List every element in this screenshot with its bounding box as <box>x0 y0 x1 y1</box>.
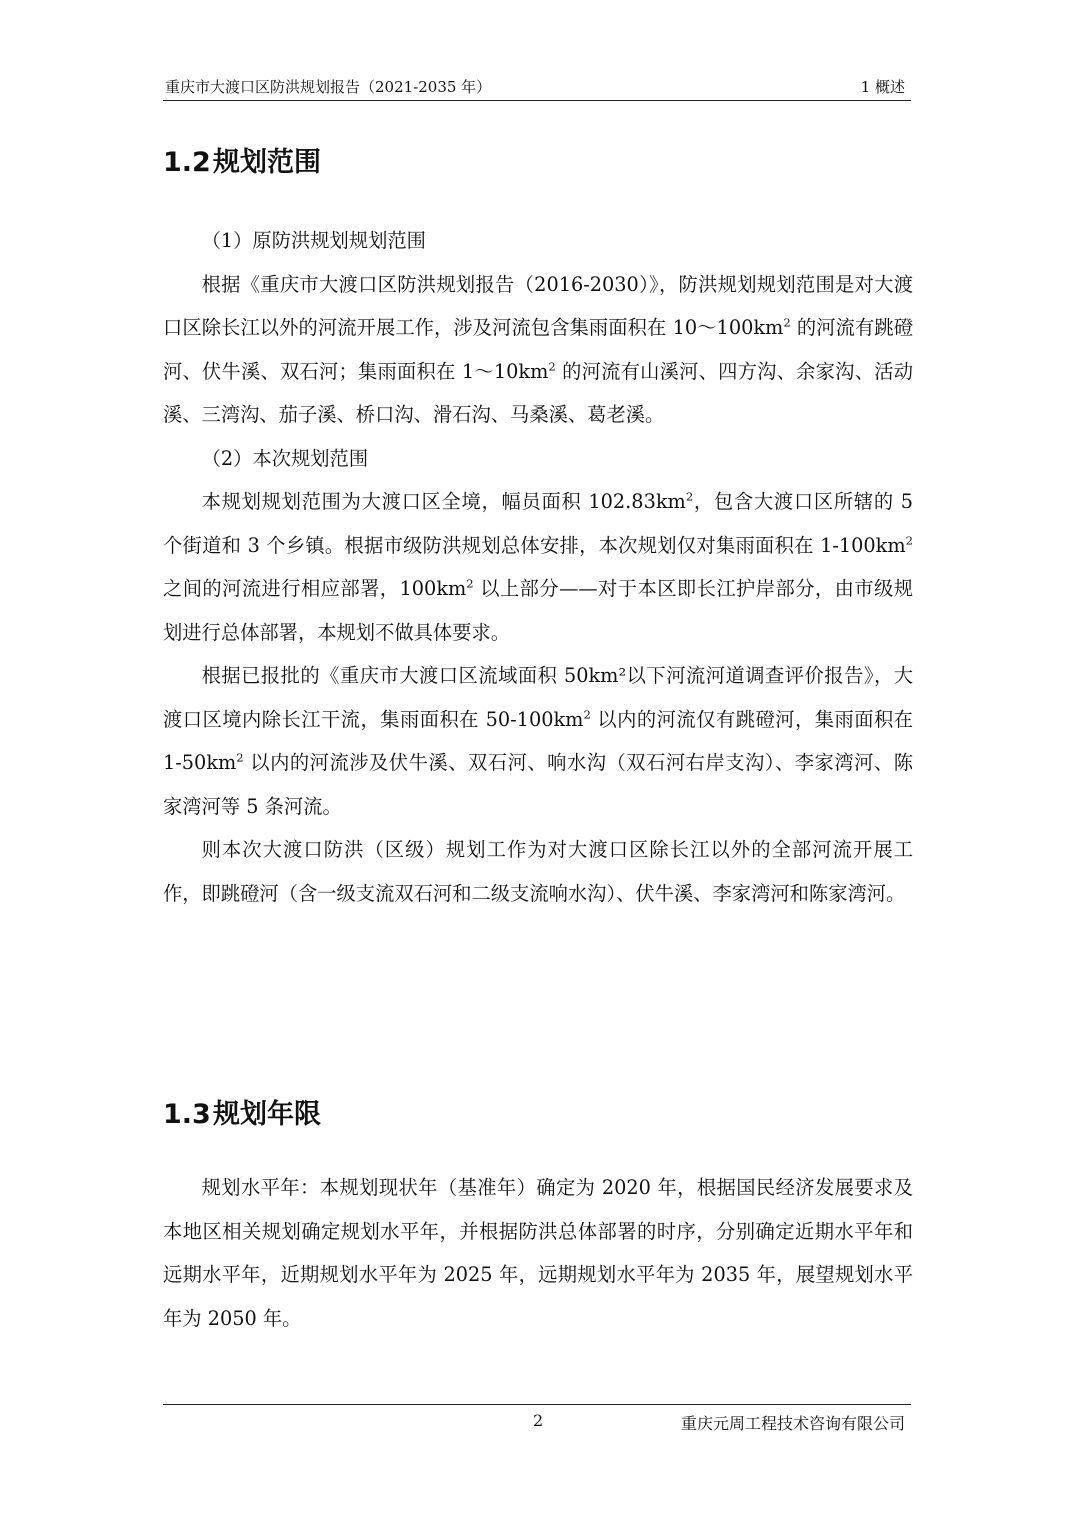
section-heading-1-2 <box>163 140 321 179</box>
paragraph: 本规划规划范围为大渡口区全境，幅员面积 $102.83km^2$，包含大渡口区所辖的 5 个街道和 3 个乡镇。根据市级防洪规划总体安排，本次规划仅对集雨面积在 $1-100km^2$ 之间的河流进行相应部署，$100km^2$ 以上部分——对于本区即长江护岸部分，由市级规划进行总体部署，本规划不做具体要求。 <box>163 489 914 644</box>
header-title: 重庆市大渡口区防洪规划报告（2021-2035 年） <box>165 78 492 96</box>
section-body-1-2 <box>163 219 913 915</box>
paragraph: （1）原防洪规划规划范围 <box>201 229 426 252</box>
section-heading-1-3 <box>163 1092 321 1131</box>
paragraph: 根据《重庆市大渡口区防洪规划报告（2016-2030）》，防洪规划规划范围是对大渡口区除长江以外的河流开展工作，涉及河流包含集雨面积在 $10\sim 100km^2$ 的河流有跳磴河、伏牛溪、双石河；集雨面积在 $1\sim 10km^2$ 的河流有山溪河、四方沟、余家沟、活动溪、三湾沟、茄子溪、桥口沟、滑石沟、马桑溪、葛老溪。 <box>163 272 913 426</box>
section-number: 1.3 <box>163 1099 211 1130</box>
section-title: 规划年限 <box>213 1099 321 1130</box>
paragraph: 根据已报批的《重庆市大渡口区流域面积 50km²以下河流河道调查评价报告》，大渡口区境内除长江干流，集雨面积在 $50-100km^2$ 以内的河流仅有跳磴河，集雨面积在 $1-50km^2$ 以内的河流涉及伏牛溪、双石河、响水沟（双石河右岸支沟）、李家湾河、陈家湾河等 5 条河流。 <box>163 664 913 818</box>
page-footer <box>163 1404 911 1435</box>
paragraph: （2）本次规划范围 <box>201 446 369 470</box>
paragraph: 规划水平年：本规划现状年（基准年）确定为 2020 年，根据国民经济发展要求及本地区相关规划确定规划水平年，并根据防洪总体部署的时序，分别确定近期水平年和远期水平年，近期规划水平年为 2025 年，远期规划水平年为 2035 年，展望规划水平年为 2050 年。 <box>163 1176 913 1330</box>
section-title: 规划范围 <box>213 147 321 178</box>
page-number: 2 <box>533 1411 544 1430</box>
footer-company: 重庆元周工程技术咨询有限公司 <box>680 1414 905 1433</box>
section-body-1-3 <box>163 1166 913 1340</box>
page-header <box>163 74 911 101</box>
section-number: 1.2 <box>163 147 211 178</box>
header-chapter: 1 概述 <box>860 78 905 96</box>
paragraph: 则本次大渡口防洪（区级）规划工作为对大渡口区除长江以外的全部河流开展工作，即跳磴河（含一级支流双石河和二级支流响水沟）、伏牛溪、李家湾河和陈家湾河。 <box>163 838 913 905</box>
